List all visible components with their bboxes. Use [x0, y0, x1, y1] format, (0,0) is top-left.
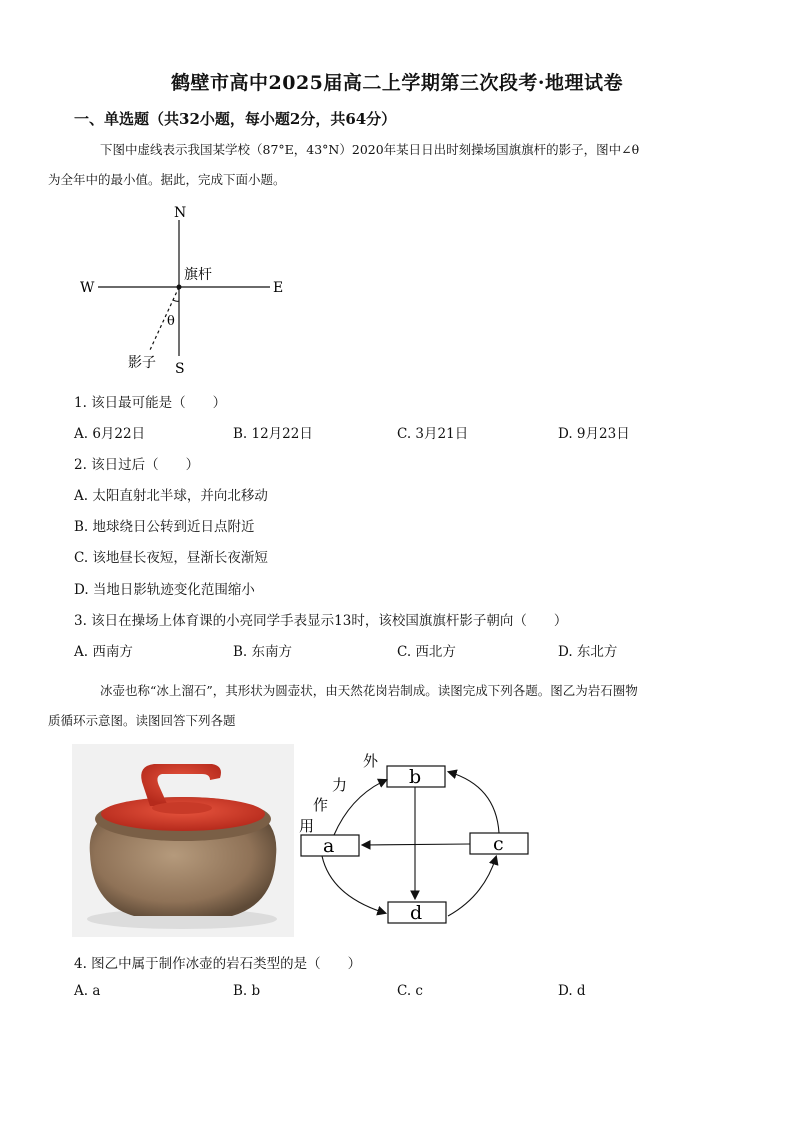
label-b: b: [409, 766, 422, 788]
arrow-c-to-a: [363, 844, 470, 845]
q4-option-a[interactable]: A. a: [74, 983, 101, 999]
label-external-2: 力: [332, 776, 348, 794]
q2-option-b[interactable]: B. 地球绕日公转到近日点附近: [74, 519, 255, 535]
section-heading: 一、单选题（共32小题，每小题2分，共64分）: [74, 110, 397, 128]
intro-paragraph-2: [48, 676, 724, 736]
q1-option-c[interactable]: C. 3月21日: [397, 426, 469, 442]
label-east: E: [273, 280, 284, 296]
q3-option-c[interactable]: C. 西北方: [397, 644, 456, 660]
arrow-c-to-b: [449, 772, 499, 833]
q4-option-d[interactable]: D. d: [558, 983, 586, 999]
label-flagpole: 旗杆: [184, 267, 212, 283]
label-shadow: 影子: [128, 355, 156, 371]
label-west: W: [80, 280, 95, 296]
angle-arc: [173, 300, 179, 301]
q3-option-a[interactable]: A. 西南方: [74, 644, 133, 660]
intro-2-line-2: 质循环示意图。读图回答下列各题: [48, 713, 236, 728]
question-3-stem: 3. 该日在操场上体育课的小亮同学手表显示13时，该校国旗旗杆影子朝向（ ）: [74, 613, 568, 629]
label-c: c: [493, 833, 504, 855]
exam-title: 鹤壁市高中2025届高二上学期第三次段考·地理试卷: [171, 72, 623, 94]
arrow-a-to-d: [322, 856, 385, 913]
q3-option-d[interactable]: D. 东北方: [558, 644, 618, 660]
q2-option-c[interactable]: C. 该地昼长夜短，昼渐长夜渐短: [74, 550, 268, 566]
q2-option-a[interactable]: A. 太阳直射北半球，并向北移动: [74, 488, 268, 504]
question-1-stem: 1. 该日最可能是（ ）: [74, 395, 227, 411]
curling-stone-image: [72, 744, 294, 937]
label-external-4: 用: [299, 817, 315, 835]
flagpole-point: [177, 285, 182, 290]
intro-2-line-1: 冰壶也称“冰上溜石”，其形状为圆壶状，由天然花岗岩制成。读图完成下列各题。图乙为岩石圈物: [100, 683, 638, 698]
q2-option-d[interactable]: D. 当地日影轨迹变化范围缩小: [74, 582, 255, 598]
rock-cycle-diagram: [296, 746, 536, 931]
label-d: d: [410, 902, 423, 924]
label-south: S: [175, 361, 185, 377]
intro-paragraph-1: [48, 135, 724, 195]
flagpole-shadow-diagram: [70, 198, 300, 380]
label-north: N: [174, 205, 187, 221]
label-theta: θ: [167, 314, 175, 329]
question-4-stem: 4. 图乙中属于制作冰壶的岩石类型的是（ ）: [74, 956, 362, 972]
q4-option-c[interactable]: C. c: [397, 983, 423, 999]
intro-1-line-1: 下图中虚线表示我国某学校（87°E，43°N）2020年某日日出时刻操场国旗旗杆的影子，图中∠θ: [100, 142, 640, 157]
curling-stone-photo: [72, 744, 294, 937]
label-external-1: 外: [363, 752, 379, 770]
q1-option-d[interactable]: D. 9月23日: [558, 426, 630, 442]
q1-option-b[interactable]: B. 12月22日: [233, 426, 313, 442]
arrow-d-to-c: [448, 857, 496, 916]
label-a: a: [323, 835, 335, 857]
question-2-stem: 2. 该日过后（ ）: [74, 457, 200, 473]
q3-option-b[interactable]: B. 东南方: [233, 644, 293, 660]
q4-option-b[interactable]: B. b: [233, 983, 261, 999]
q1-option-a[interactable]: A. 6月22日: [74, 426, 146, 442]
label-external-3: 作: [313, 796, 329, 814]
intro-1-line-2: 为全年中的最小值。据此，完成下面小题。: [48, 172, 286, 187]
